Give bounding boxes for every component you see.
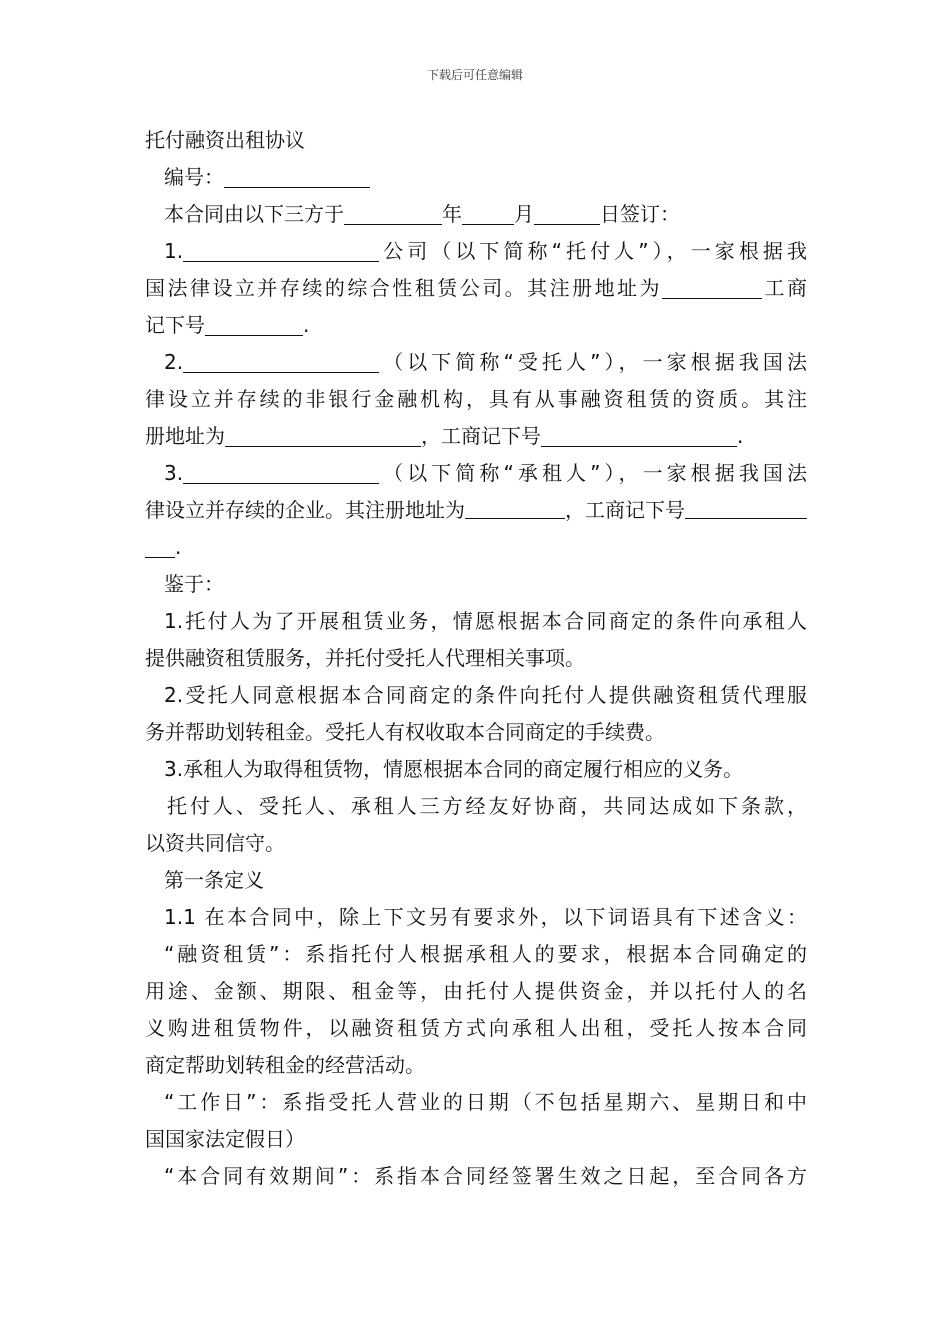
party2-reg-blank[interactable] xyxy=(541,420,737,447)
party2-period: . xyxy=(737,424,744,448)
whereas-1-line2: 提供融资租赁服务，并托付受托人代理相关事项。 xyxy=(145,646,585,670)
year-blank[interactable] xyxy=(344,198,442,225)
def-finance-lease-line3: 义购进租赁物件，以融资租赁方式向承租人出租，受托人按本合同 xyxy=(145,1016,807,1040)
consensus-line2: 以资共同信守。 xyxy=(145,831,285,855)
def-working-day-line1: “工作日”：系指受托人营业的日期（不包括星期六、星期日和中 xyxy=(164,1090,807,1114)
document-title: 托付融资出租协议 xyxy=(145,128,305,152)
month-label: 月 xyxy=(514,202,534,226)
contract-document xyxy=(145,122,807,1195)
party3-reg-blank-cont[interactable] xyxy=(145,531,175,558)
whereas-3: 3.承租人为取得租赁物，情愿根据本合同的商定履行相应的义务。 xyxy=(164,757,744,781)
signing-date-line xyxy=(145,196,807,233)
party1-reg-blank[interactable] xyxy=(205,309,303,336)
page-header-note: 下载后可任意编辑 xyxy=(426,68,523,82)
party3-name-blank[interactable] xyxy=(183,457,379,484)
party1-line3 xyxy=(145,307,807,344)
day-label: 日签订： xyxy=(600,202,680,226)
whereas-2-line1: 2.受托人同意根据本合同商定的条件向托付人提供融资租赁代理服 xyxy=(164,683,807,707)
party2-address-blank[interactable] xyxy=(225,420,421,447)
whereas-2-line2: 务并帮助划转租金。受托人有权收取本合同商定的手续费。 xyxy=(145,720,665,744)
def-finance-lease-line4: 商定帮助划转租金的经营活动。 xyxy=(145,1053,425,1077)
contract-number-label: 编号： xyxy=(164,165,224,189)
party2-reg-text: ，工商记下号 xyxy=(421,424,541,448)
party1-address-text: 国法律设立并存续的综合性租赁公司。其注册地址为 xyxy=(145,276,663,300)
day-blank[interactable] xyxy=(534,198,600,225)
party2-line2: 律设立并存续的非银行金融机构，具有从事融资租赁的资质。其注 xyxy=(145,387,807,411)
party2-address-text: 册地址为 xyxy=(145,424,225,448)
party1-reg-label: 记下号 xyxy=(145,313,205,337)
party3-reg-blank[interactable] xyxy=(685,492,807,519)
party2-name-blank[interactable] xyxy=(183,346,379,373)
consensus-line1: 托付人、受托人、承租人三方经友好协商，共同达成如下条款， xyxy=(167,794,807,818)
party1-period: . xyxy=(303,313,310,337)
party2-line1 xyxy=(145,344,807,381)
def-finance-lease-line1: “融资租赁”：系指托付人根据承租人的要求，根据本合同确定的 xyxy=(164,942,807,966)
contract-number-blank[interactable] xyxy=(224,161,370,188)
party2-text: （以下简称“受托人”），一家根据我国法 xyxy=(379,350,807,374)
party3-address-text: 律设立并存续的企业。其注册地址为 xyxy=(145,498,465,522)
party3-address-blank[interactable] xyxy=(465,492,565,519)
party3-line2 xyxy=(145,492,807,529)
party3-line3 xyxy=(145,529,807,566)
def-finance-lease-line2: 用途、金额、期限、租金等，由托付人提供资金，并以托付人的名 xyxy=(145,979,807,1003)
party1-line1 xyxy=(145,233,807,270)
def-working-day-line2: 国国家法定假日） xyxy=(145,1127,305,1151)
clause-1-1: 1.1 在本合同中，除上下文另有要求外，以下词语具有下述含义： xyxy=(164,905,807,929)
party3-reg-text: ，工商记下号 xyxy=(565,498,685,522)
article1-heading: 第一条定义 xyxy=(164,868,264,892)
whereas-heading: 鉴于： xyxy=(164,572,224,596)
party1-text: 公司（以下简称“托付人”），一家根据我 xyxy=(379,239,807,263)
party1-line2 xyxy=(145,270,807,307)
intro-text: 本合同由以下三方于 xyxy=(164,202,344,226)
party3-period: . xyxy=(175,535,182,559)
party3-text: （以下简称“承租人”），一家根据我国法 xyxy=(379,461,807,485)
whereas-1-line1: 1.托付人为了开展租赁业务，情愿根据本合同商定的条件向承租人 xyxy=(164,609,807,633)
month-blank[interactable] xyxy=(462,198,514,225)
party1-reg-text: 工商 xyxy=(762,276,807,300)
year-label: 年 xyxy=(442,202,462,226)
party1-name-blank[interactable] xyxy=(183,235,379,262)
party1-address-blank[interactable] xyxy=(662,272,762,299)
party3-line1 xyxy=(145,455,807,492)
party1-number: 1. xyxy=(164,239,184,263)
party3-number: 3. xyxy=(164,461,184,485)
party2-number: 2. xyxy=(164,350,184,374)
def-validity-line1: “本合同有效期间”：系指本合同经签署生效之日起，至合同各方 xyxy=(164,1164,807,1188)
party2-line3 xyxy=(145,418,807,455)
contract-number-line xyxy=(145,159,807,196)
